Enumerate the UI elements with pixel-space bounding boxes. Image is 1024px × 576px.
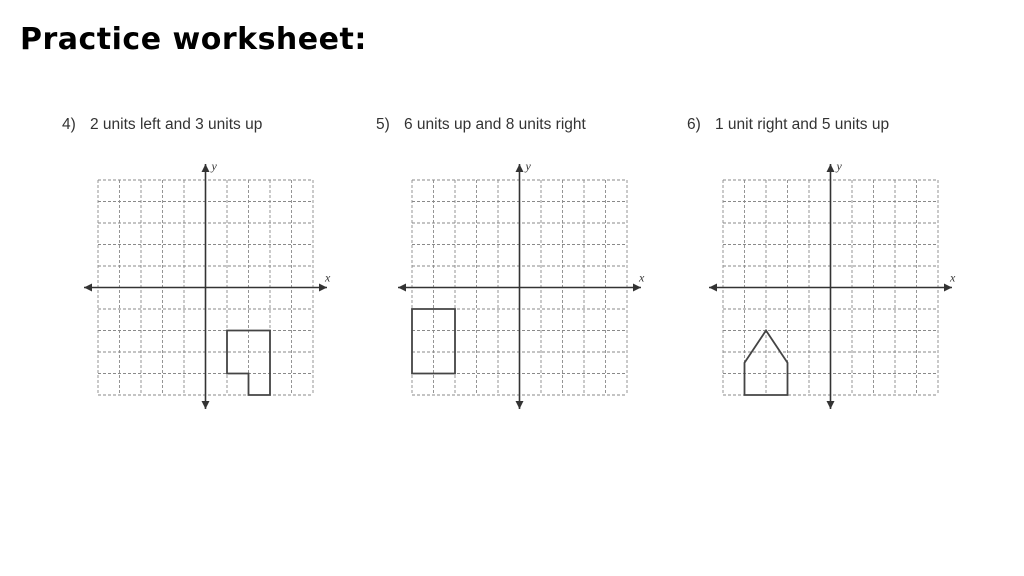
problem-number: 6) bbox=[687, 116, 701, 133]
problem-label bbox=[376, 116, 586, 134]
x-axis-arrow-right bbox=[319, 284, 327, 292]
problem-label bbox=[687, 116, 889, 134]
problem-instruction: 6 units up and 8 units right bbox=[404, 116, 586, 133]
y-axis-arrow-down bbox=[516, 401, 524, 409]
coordinate-grid bbox=[78, 150, 368, 430]
y-axis-arrow-down bbox=[202, 401, 210, 409]
problem-number: 5) bbox=[376, 116, 390, 133]
x-axis-arrow-left bbox=[398, 284, 406, 292]
y-axis-label: y bbox=[211, 159, 217, 173]
page-title: Practice worksheet: bbox=[20, 22, 367, 57]
problem-5 bbox=[376, 0, 676, 576]
y-axis-arrow-down bbox=[827, 401, 835, 409]
x-axis-label: x bbox=[325, 270, 331, 285]
x-axis-arrow-left bbox=[84, 284, 92, 292]
y-axis-arrow-up bbox=[827, 164, 835, 172]
x-axis-arrow-right bbox=[633, 284, 641, 292]
coordinate-grid bbox=[703, 150, 993, 430]
x-axis-label: x bbox=[639, 270, 645, 285]
problem-label bbox=[62, 116, 262, 134]
problem-6 bbox=[687, 0, 987, 576]
problem-4 bbox=[62, 0, 362, 576]
x-axis-arrow-right bbox=[944, 284, 952, 292]
problem-instruction: 1 unit right and 5 units up bbox=[715, 116, 890, 133]
y-axis-arrow-up bbox=[202, 164, 210, 172]
y-axis-arrow-up bbox=[516, 164, 524, 172]
coordinate-grid bbox=[392, 150, 682, 430]
x-axis-label: x bbox=[950, 270, 956, 285]
problem-instruction: 2 units left and 3 units up bbox=[90, 116, 263, 133]
problem-number: 4) bbox=[62, 116, 76, 133]
x-axis-arrow-left bbox=[709, 284, 717, 292]
y-axis-label: y bbox=[836, 159, 842, 173]
y-axis-label: y bbox=[525, 159, 531, 173]
